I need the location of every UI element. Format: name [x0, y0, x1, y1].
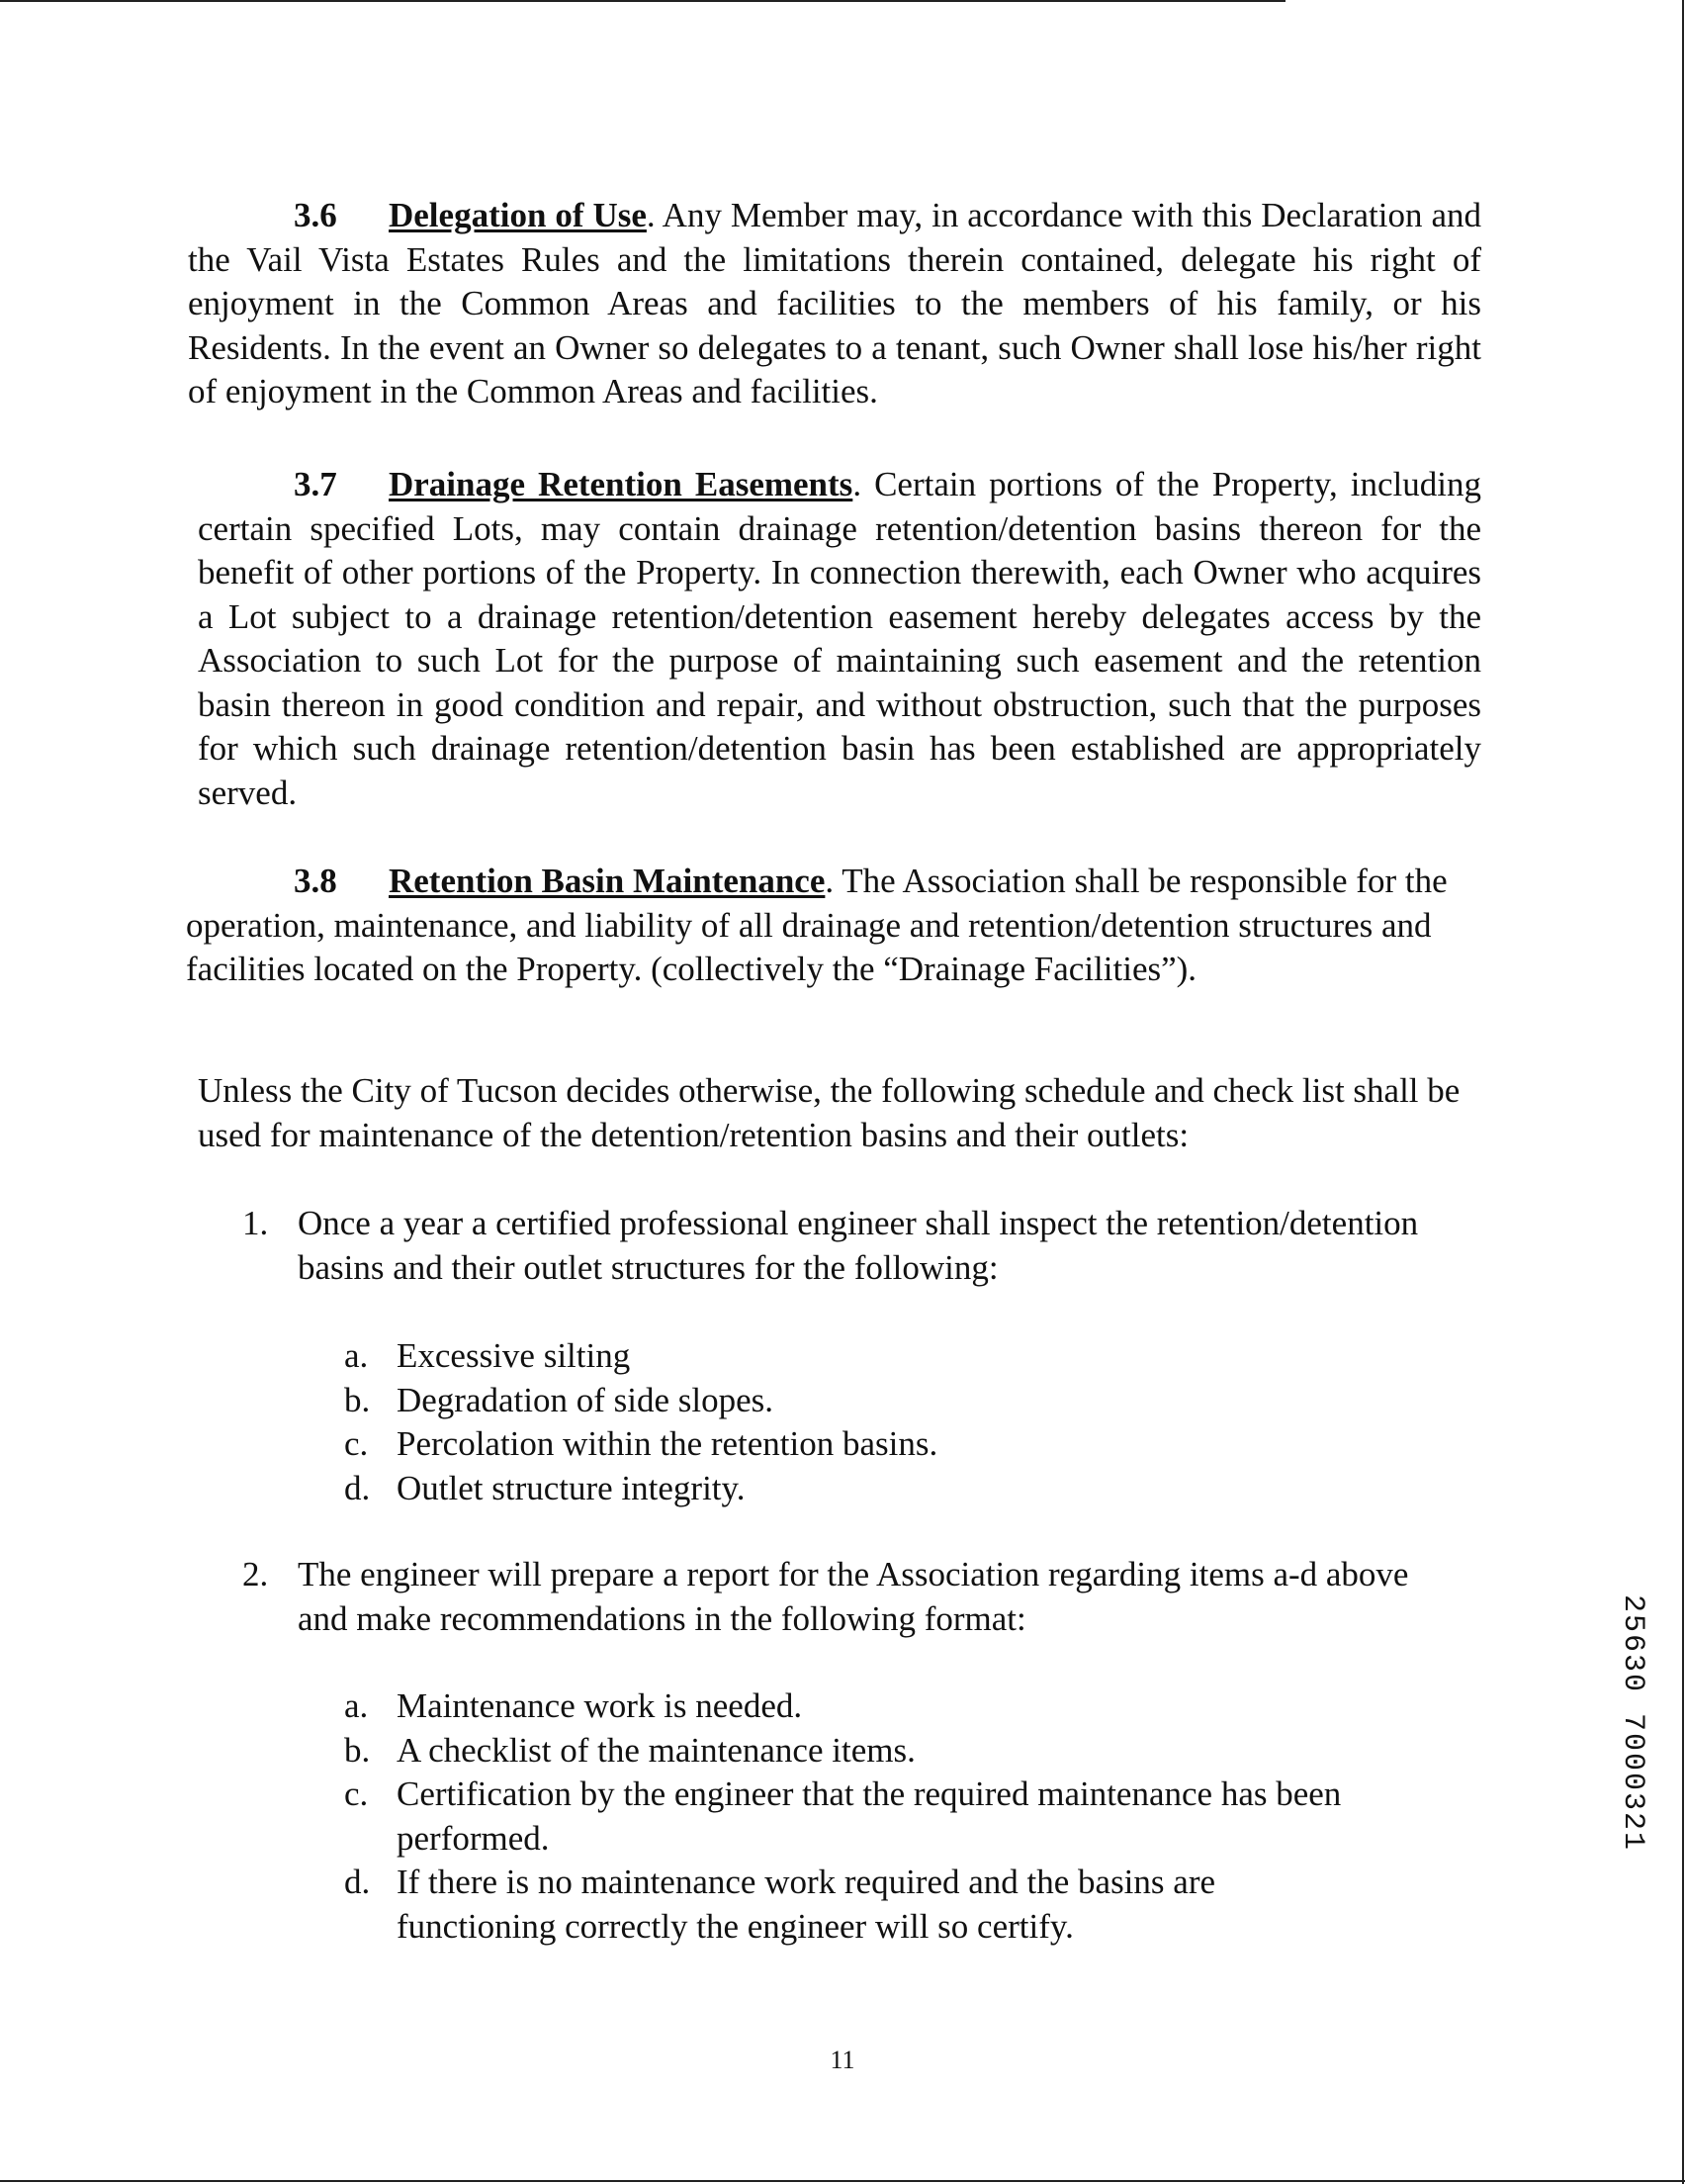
recording-number: 25630 7000321	[1616, 1594, 1649, 1853]
list-item-text: Percolation within the retention basins.	[397, 1424, 938, 1463]
section-heading: Delegation of Use	[389, 196, 647, 234]
section-3-6	[188, 194, 1481, 414]
list-item	[344, 1334, 1481, 1379]
list-item-text: Maintenance work is needed.	[397, 1686, 803, 1725]
list-marker: 1.	[242, 1204, 269, 1242]
sublist-2	[344, 1684, 1481, 1949]
list-item-text: The engineer will prepare a report for the Association regarding items a-d above and make recommendations in the following format:	[298, 1555, 1409, 1638]
list-item	[344, 1773, 1481, 1861]
list-item	[344, 1729, 1481, 1774]
list-item-text: If there is no maintenance work required and the basins are functioning correctly the engineer will so certify.	[397, 1863, 1216, 1946]
list-marker: c.	[344, 1774, 369, 1813]
section-heading: Drainage Retention Easements	[389, 465, 853, 503]
list-item-1	[242, 1202, 1429, 1290]
section-3-8	[186, 860, 1481, 992]
list-item	[344, 1379, 1481, 1423]
list-item-text: Excessive silting	[397, 1336, 631, 1375]
schedule-intro: Unless the City of Tucson decides otherwise, the following schedule and check list shall be used for maintenance of the detention/retention basins and their outlets:	[198, 1071, 1461, 1154]
section-body: . Certain portions of the Property, including certain specified Lots, may contain drainage retention/detention basins thereon for the benefit of other portions of the Property. In connection therewith, each Owner who acquires a Lot subject to a drainage retention/detention easement hereby delegates access by the Association to such Lot for the purpose of maintaining such easement and the retention basin thereon in good condition and repair, and without obstruction, such that the purposes for which such drainage retention/detention basin has been established are appropriately served.	[198, 465, 1482, 812]
list-marker: a.	[344, 1686, 369, 1725]
section-number: 3.7	[294, 465, 337, 503]
list-item	[344, 1467, 1481, 1511]
list-marker: d.	[344, 1863, 371, 1901]
list-item	[344, 1684, 1481, 1729]
section-number: 3.6	[294, 196, 337, 234]
sublist-1	[344, 1334, 1481, 1510]
list-item-text: Outlet structure integrity.	[397, 1468, 746, 1507]
list-marker: b.	[344, 1730, 371, 1770]
section-body: . The Association shall be responsible for the operation, maintenance, and liability of all drainage and retention/detention structures and facilities located on the Property. (collectively the “Drainage Facilities”).	[186, 862, 1448, 988]
list-marker: c.	[344, 1424, 369, 1463]
list-item-text: Degradation of side slopes.	[397, 1380, 774, 1419]
list-marker: 2.	[242, 1555, 269, 1593]
list-item-text: Once a year a certified professional engineer shall inspect the retention/detention basins and their outlet structures for the following:	[298, 1204, 1419, 1287]
list-item-text: A checklist of the maintenance items.	[397, 1730, 916, 1770]
section-3-7	[198, 463, 1481, 815]
section-heading: Retention Basin Maintenance	[389, 862, 826, 900]
list-marker: d.	[344, 1468, 371, 1507]
list-item-2	[242, 1553, 1429, 1641]
section-body: . Any Member may, in accordance with this Declaration and the Vail Vista Estates Rules and the limitations therein contained, delegate his right of enjoyment in the Common Areas and facilities to the members of his family, or his Residents. In the event an Owner so delegates to a tenant, such Owner shall lose his/her right of enjoyment in the Common Areas and facilities.	[188, 196, 1481, 410]
section-number: 3.8	[294, 862, 337, 900]
list-marker: a.	[344, 1336, 369, 1375]
list-item-text: Certification by the engineer that the required maintenance has been performed.	[397, 1774, 1342, 1858]
list-item	[344, 1422, 1481, 1467]
page-number: 11	[830, 2046, 855, 2074]
list-marker: b.	[344, 1380, 371, 1419]
list-item	[344, 1861, 1481, 1949]
